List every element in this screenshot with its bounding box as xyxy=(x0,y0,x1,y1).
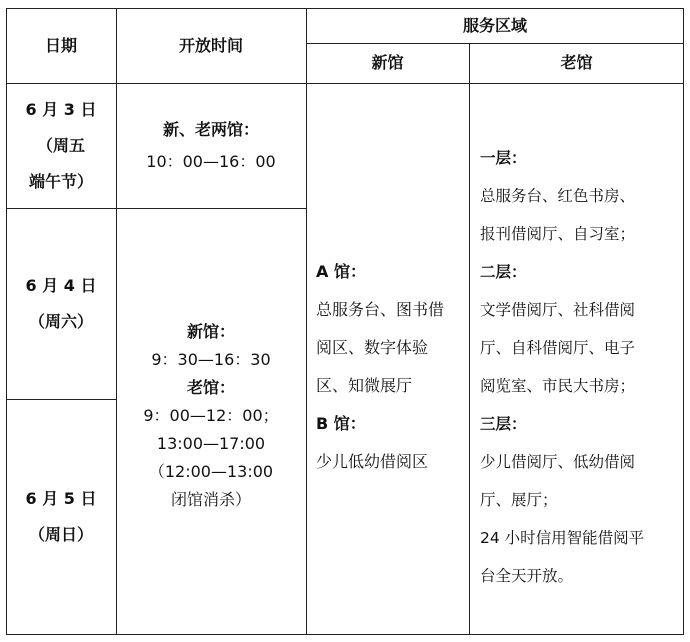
row3-date: 6 月 5 日 （周日） xyxy=(25,488,97,544)
border-bottom xyxy=(6,634,684,635)
old-hall-floor3: 三层： xyxy=(480,415,527,433)
header-hours: 开放时间 xyxy=(178,35,243,55)
new-hall-area: A 馆： 总服务台、图书借 阅区、数字体验 区、知微展厅 B 馆： 少儿低幼借阅区 xyxy=(316,253,466,481)
border-col3 xyxy=(469,43,470,635)
header-new-hall: 新馆 xyxy=(371,53,404,72)
border-col2 xyxy=(306,8,307,635)
header-old-hall: 老馆 xyxy=(560,53,593,72)
row1-date: 6 月 3 日 （周五 端午节） xyxy=(25,99,97,191)
border-right xyxy=(683,8,684,635)
header-date: 日期 xyxy=(44,35,77,55)
row2-date: 6 月 4 日 （周六） xyxy=(25,275,97,331)
header-service-area: 服务区域 xyxy=(462,15,527,35)
old-hall-area: 一层： 总服务台、红色书房、 报刊借阅厅、自习室； 二层： 文学借阅厅、社科借阅 厅、自科借阅厅、电子 阅览室、市民大书房； 三层： 少儿借阅厅、低幼借阅 厅、展厅； 24 小时信用智能借阅平 台全天开放。 xyxy=(480,139,680,595)
old-hall-floor1: 一层： xyxy=(480,149,527,167)
schedule-table xyxy=(6,8,684,635)
row1-hours: 新、老两馆： 10：00—16：00 xyxy=(146,119,276,171)
new-hall-b-label: B 馆： xyxy=(316,414,366,433)
new-hall-a-label: A 馆： xyxy=(316,262,366,281)
weekend-hours: 新馆： 9：30—16：30 老馆： 9：00—12：00； 13:00—17:00 （12:00—13:00 闭馆消杀） xyxy=(143,322,279,509)
old-hall-floor2: 二层： xyxy=(480,263,527,281)
